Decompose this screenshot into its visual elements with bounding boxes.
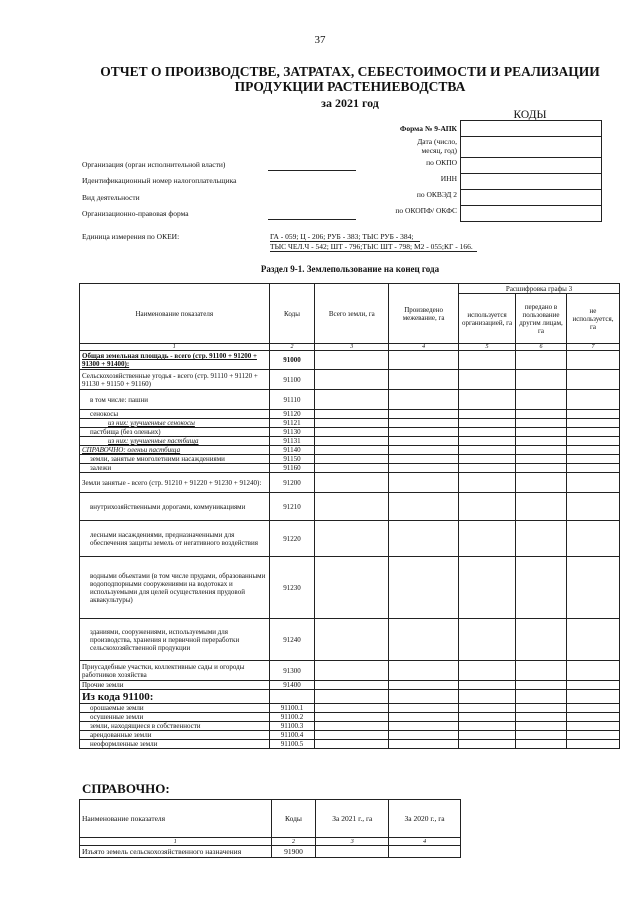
- code-cell-okopf[interactable]: [461, 206, 601, 221]
- cell-transferred[interactable]: [516, 740, 567, 749]
- col-number: 1: [80, 838, 272, 846]
- table-row: [80, 455, 620, 464]
- empty-cell: [269, 690, 315, 704]
- cell-unused[interactable]: [566, 704, 619, 713]
- header-name: Наименование показателя: [80, 284, 270, 344]
- cell-total[interactable]: [315, 390, 389, 410]
- table-row: [80, 410, 620, 419]
- table-row: [80, 473, 620, 493]
- cell-used[interactable]: [459, 493, 516, 521]
- cell-total[interactable]: [315, 704, 389, 713]
- table-row: [80, 740, 620, 749]
- cell-survey[interactable]: [389, 619, 459, 661]
- cell-used[interactable]: [459, 704, 516, 713]
- ref-column-numbers-row: [80, 838, 461, 846]
- code-cell-okpo[interactable]: [461, 158, 601, 174]
- cell-unused[interactable]: [566, 428, 619, 437]
- codes-box: [460, 120, 602, 222]
- cell-unused[interactable]: [566, 521, 619, 557]
- row-code: 91200: [269, 473, 315, 493]
- row-code: 91100.2: [269, 713, 315, 722]
- cell-unused[interactable]: [566, 370, 619, 390]
- cell-unused[interactable]: [566, 446, 619, 455]
- inn-org-label: Идентификационный номер налогоплательщика: [82, 176, 237, 185]
- header-code: Коды: [269, 284, 315, 344]
- cell-transferred[interactable]: [516, 521, 567, 557]
- table-row: [80, 681, 620, 690]
- table-row: [80, 704, 620, 713]
- table-row: [80, 446, 620, 455]
- cell-unused[interactable]: [566, 464, 619, 473]
- cell-transferred[interactable]: [516, 437, 567, 446]
- table-row: [80, 619, 620, 661]
- cell-used[interactable]: [459, 464, 516, 473]
- date-label-1: Дата (число,: [417, 137, 457, 146]
- row-name: в том числе: пашни: [80, 390, 270, 410]
- cell-used[interactable]: [459, 437, 516, 446]
- cell-total[interactable]: [315, 437, 389, 446]
- section-title: Раздел 9-1. Землепользование на конец года: [260, 264, 440, 274]
- okved-label: по ОКВЭД 2: [416, 190, 457, 199]
- ref-header-2020: За 2020 г., га: [389, 800, 461, 838]
- units-line-2: ТЫС ЧЕЛ.Ч - 542; ШТ - 796;ТЫС ШТ - 798; М2 - 055;КГ - 166.: [270, 242, 477, 252]
- cell-used[interactable]: [459, 410, 516, 419]
- cell-transferred[interactable]: [516, 370, 567, 390]
- table-row: [80, 419, 620, 428]
- cell-total[interactable]: [315, 521, 389, 557]
- cell-used[interactable]: [459, 390, 516, 410]
- activity-label: Вид деятельности: [82, 193, 140, 202]
- column-numbers-row: [80, 344, 620, 351]
- cell-transferred[interactable]: [516, 455, 567, 464]
- cell-used[interactable]: [459, 370, 516, 390]
- col-number: 5: [459, 344, 516, 351]
- cell-total[interactable]: [315, 419, 389, 428]
- col-number: 4: [389, 838, 461, 846]
- legal-form-label: Организационно-правовая форма: [82, 209, 189, 218]
- table-row: [80, 390, 620, 410]
- table-row: [80, 731, 620, 740]
- cell-survey[interactable]: [389, 428, 459, 437]
- cell-used[interactable]: [459, 557, 516, 619]
- table-row: [80, 521, 620, 557]
- title-line-2: ПРОДУКЦИИ РАСТЕНИЕВОДСТВА: [234, 79, 466, 94]
- row-name: Приусадебные участки, коллективные сады и огороды работников хозяйства: [80, 661, 270, 681]
- cell-transferred[interactable]: [516, 619, 567, 661]
- empty-cell: [566, 690, 619, 704]
- cell-survey[interactable]: [389, 722, 459, 731]
- empty-cell: [389, 690, 459, 704]
- cell-transferred[interactable]: [516, 681, 567, 690]
- reference-table: [79, 799, 461, 858]
- cell-used[interactable]: [459, 740, 516, 749]
- ref-header-name: Наименование показателя: [80, 800, 272, 838]
- cell-total[interactable]: [315, 493, 389, 521]
- cell-transferred[interactable]: [516, 351, 567, 370]
- cell-total[interactable]: [315, 446, 389, 455]
- cell-transferred[interactable]: [516, 428, 567, 437]
- col-number: 3: [316, 838, 389, 846]
- units-label: Единица измерения по ОКЕИ:: [82, 232, 180, 241]
- row-code: 91100.5: [269, 740, 315, 749]
- row-name: СПРАВОЧНО: оленьи пастбища: [80, 446, 270, 455]
- table-row: [80, 464, 620, 473]
- row-name: Земли занятые - всего (стр. 91210 + 91220 + 91230 + 91240):: [80, 473, 270, 493]
- ref-row-code: 91900: [271, 846, 316, 858]
- cell-unused[interactable]: [566, 390, 619, 410]
- cell-unused[interactable]: [566, 419, 619, 428]
- cell-survey[interactable]: [389, 455, 459, 464]
- row-name: осушенные земли: [80, 713, 270, 722]
- title-line-1: ОТЧЕТ О ПРОИЗВОДСТВЕ, ЗАТРАТАХ, СЕБЕСТОИМОСТИ И РЕАЛИЗАЦИИ: [100, 64, 600, 79]
- reference-title: СПРАВОЧНО:: [82, 781, 170, 796]
- cell-unused[interactable]: [566, 713, 619, 722]
- header-breakdown: Расшифровка графы 3: [459, 284, 620, 294]
- row-code: 91130: [269, 428, 315, 437]
- row-name: Сельскохозяйственные угодья - всего (стр. 91110 + 91120 + 91130 + 91150 + 91160): [80, 370, 270, 390]
- cell-total[interactable]: [315, 370, 389, 390]
- cell-transferred[interactable]: [516, 557, 567, 619]
- cell-unused[interactable]: [566, 493, 619, 521]
- cell-unused[interactable]: [566, 619, 619, 661]
- units-line-1: ГА - 059; Ц - 206; РУБ - 383; ТЫС РУБ - 384;: [270, 232, 420, 242]
- empty-cell: [459, 690, 516, 704]
- cell-total[interactable]: [315, 731, 389, 740]
- cell-transferred[interactable]: [516, 390, 567, 410]
- cell-unused[interactable]: [566, 740, 619, 749]
- cell-total[interactable]: [315, 410, 389, 419]
- cell-used[interactable]: [459, 521, 516, 557]
- row-code: 91100.3: [269, 722, 315, 731]
- row-name: зданиями, сооружениями, используемыми для производства, хранения и первичной переработки сельскохозяйственной продукции: [80, 619, 270, 661]
- table-row: [80, 846, 461, 858]
- cell-survey[interactable]: [389, 446, 459, 455]
- row-name: пастбища (без оленьих): [80, 428, 270, 437]
- cell-transferred[interactable]: [516, 419, 567, 428]
- cell-total[interactable]: [315, 722, 389, 731]
- cell-total[interactable]: [315, 428, 389, 437]
- cell-transferred[interactable]: [516, 473, 567, 493]
- cell-survey[interactable]: [389, 437, 459, 446]
- row-code: 91120: [269, 410, 315, 419]
- empty-cell: [315, 690, 389, 704]
- date-label-2: месяц, год): [421, 146, 457, 155]
- row-name: Прочие земли: [80, 681, 270, 690]
- table-row: [80, 493, 620, 521]
- cell-transferred[interactable]: [516, 446, 567, 455]
- cell-unused[interactable]: [566, 351, 619, 370]
- cell-2021[interactable]: [316, 846, 389, 858]
- header-survey: Произведено межевание, га: [389, 284, 459, 344]
- cell-survey[interactable]: [389, 557, 459, 619]
- table-row: [80, 437, 620, 446]
- cell-transferred[interactable]: [516, 704, 567, 713]
- cell-total[interactable]: [315, 351, 389, 370]
- cell-used[interactable]: [459, 473, 516, 493]
- table-row: [80, 713, 620, 722]
- cell-survey[interactable]: [389, 731, 459, 740]
- cell-survey[interactable]: [389, 419, 459, 428]
- row-code: 91140: [269, 446, 315, 455]
- cell-unused[interactable]: [566, 437, 619, 446]
- land-use-table: [79, 283, 620, 749]
- col-number: 2: [269, 344, 315, 351]
- cell-used[interactable]: [459, 428, 516, 437]
- cell-used[interactable]: [459, 731, 516, 740]
- header-unused: не используется, га: [566, 294, 619, 344]
- cell-2020[interactable]: [389, 846, 461, 858]
- cell-used[interactable]: [459, 455, 516, 464]
- row-name: внутрихозяйственными дорогами, коммуникациями: [80, 493, 270, 521]
- row-name: орошаемые земли: [80, 704, 270, 713]
- table-row: [80, 370, 620, 390]
- cell-transferred[interactable]: [516, 722, 567, 731]
- col-number: 4: [389, 344, 459, 351]
- cell-transferred[interactable]: [516, 464, 567, 473]
- row-name: лесными насаждениями, предназначенными для обеспечения защиты земель от негативного воздействия: [80, 521, 270, 557]
- cell-used[interactable]: [459, 446, 516, 455]
- cell-survey[interactable]: [389, 410, 459, 419]
- cell-transferred[interactable]: [516, 410, 567, 419]
- cell-total[interactable]: [315, 619, 389, 661]
- row-code: 91160: [269, 464, 315, 473]
- cell-survey[interactable]: [389, 704, 459, 713]
- form-number-label: Форма № 9-АПК: [399, 124, 457, 133]
- row-code: 91100.1: [269, 704, 315, 713]
- cell-transferred[interactable]: [516, 731, 567, 740]
- cell-unused[interactable]: [566, 410, 619, 419]
- cell-transferred[interactable]: [516, 661, 567, 681]
- codes-header: КОДЫ: [513, 109, 547, 121]
- code-cell-okved[interactable]: [461, 190, 601, 206]
- cell-total[interactable]: [315, 661, 389, 681]
- row-code: 91400: [269, 681, 315, 690]
- cell-unused[interactable]: [566, 722, 619, 731]
- row-code: 91220: [269, 521, 315, 557]
- row-code: 91121: [269, 419, 315, 428]
- cell-unused[interactable]: [566, 681, 619, 690]
- row-code: 91300: [269, 661, 315, 681]
- row-name: земли, занятые многолетними насаждениями: [80, 455, 270, 464]
- cell-survey[interactable]: [389, 370, 459, 390]
- cell-total[interactable]: [315, 455, 389, 464]
- org-input-line[interactable]: [268, 170, 356, 171]
- col-number: 7: [566, 344, 619, 351]
- code-cell-date[interactable]: [461, 137, 601, 158]
- header-total: Всего земли, га: [315, 284, 389, 344]
- table-row: [80, 557, 620, 619]
- table-row: [80, 351, 620, 370]
- row-code: 91230: [269, 557, 315, 619]
- cell-unused[interactable]: [566, 557, 619, 619]
- report-title: [60, 64, 640, 94]
- cell-used[interactable]: [459, 661, 516, 681]
- header-used: используется организацией, га: [459, 294, 516, 344]
- cell-unused[interactable]: [566, 731, 619, 740]
- row-name: арендованные земли: [80, 731, 270, 740]
- table-row: [80, 661, 620, 681]
- okpo-label: по ОКПО: [426, 158, 457, 167]
- cell-survey[interactable]: [389, 473, 459, 493]
- row-code: 91100.4: [269, 731, 315, 740]
- cell-survey[interactable]: [389, 351, 459, 370]
- row-name: из них: улучшенные пастбища: [80, 437, 270, 446]
- cell-survey[interactable]: [389, 681, 459, 690]
- cell-total[interactable]: [315, 740, 389, 749]
- cell-used[interactable]: [459, 619, 516, 661]
- row-code: 91110: [269, 390, 315, 410]
- row-code: 91100: [269, 370, 315, 390]
- empty-cell: [516, 690, 567, 704]
- row-code: 91131: [269, 437, 315, 446]
- from-code-title: Из кода 91100:: [80, 690, 270, 704]
- col-number: 6: [516, 344, 567, 351]
- cell-used[interactable]: [459, 722, 516, 731]
- cell-survey[interactable]: [389, 390, 459, 410]
- page-number: 37: [314, 34, 326, 46]
- report-year: за 2021 год: [321, 96, 379, 110]
- cell-total[interactable]: [315, 713, 389, 722]
- row-code: 91210: [269, 493, 315, 521]
- cell-transferred[interactable]: [516, 713, 567, 722]
- row-code: 91240: [269, 619, 315, 661]
- row-name: из них: улучшенные сенокосы: [80, 419, 270, 428]
- cell-survey[interactable]: [389, 740, 459, 749]
- cell-transferred[interactable]: [516, 493, 567, 521]
- inn-label: ИНН: [440, 174, 457, 183]
- cell-total[interactable]: [315, 681, 389, 690]
- row-name: Общая земельная площадь - всего (стр. 91100 + 91200 + 91300 + 91400):: [80, 351, 270, 370]
- col-number: 2: [271, 838, 316, 846]
- cell-unused[interactable]: [566, 473, 619, 493]
- cell-unused[interactable]: [566, 455, 619, 464]
- cell-used[interactable]: [459, 419, 516, 428]
- row-name: залежи: [80, 464, 270, 473]
- cell-total[interactable]: [315, 557, 389, 619]
- row-name: сенокосы: [80, 410, 270, 419]
- row-name: земли, находящиеся в собственности: [80, 722, 270, 731]
- cell-total[interactable]: [315, 464, 389, 473]
- ref-row-name: Изъято земель сельскохозяйственного назначения: [80, 846, 272, 858]
- code-cell-form[interactable]: [461, 121, 601, 137]
- header-transferred: передано в пользование другим лицам, га: [516, 294, 567, 344]
- row-code: 91150: [269, 455, 315, 464]
- okopf-label: по ОКОПФ/ ОКФС: [395, 206, 457, 215]
- cell-survey[interactable]: [389, 661, 459, 681]
- cell-used[interactable]: [459, 681, 516, 690]
- cell-used[interactable]: [459, 351, 516, 370]
- table-row: [80, 722, 620, 731]
- ref-header-2021: За 2021 г., га: [316, 800, 389, 838]
- cell-used[interactable]: [459, 713, 516, 722]
- col-number: 1: [80, 344, 270, 351]
- ref-header-code: Коды: [271, 800, 316, 838]
- row-name: неоформленные земли: [80, 740, 270, 749]
- cell-survey[interactable]: [389, 521, 459, 557]
- cell-survey[interactable]: [389, 493, 459, 521]
- cell-total[interactable]: [315, 473, 389, 493]
- cell-unused[interactable]: [566, 661, 619, 681]
- code-cell-inn[interactable]: [461, 174, 601, 190]
- row-name: водными объектами (в том числе прудами, образованными водоподпорными сооружениями на водотоках и используемыми для целей осуществления прудовой аквакультуры): [80, 557, 270, 619]
- table-row: [80, 428, 620, 437]
- col-number: 3: [315, 344, 389, 351]
- org-label: Организация (орган исполнительной власти): [82, 160, 226, 169]
- cell-survey[interactable]: [389, 464, 459, 473]
- cell-survey[interactable]: [389, 713, 459, 722]
- legal-form-input-line[interactable]: [268, 219, 356, 220]
- table-row: [80, 690, 620, 704]
- row-code: 91000: [269, 351, 315, 370]
